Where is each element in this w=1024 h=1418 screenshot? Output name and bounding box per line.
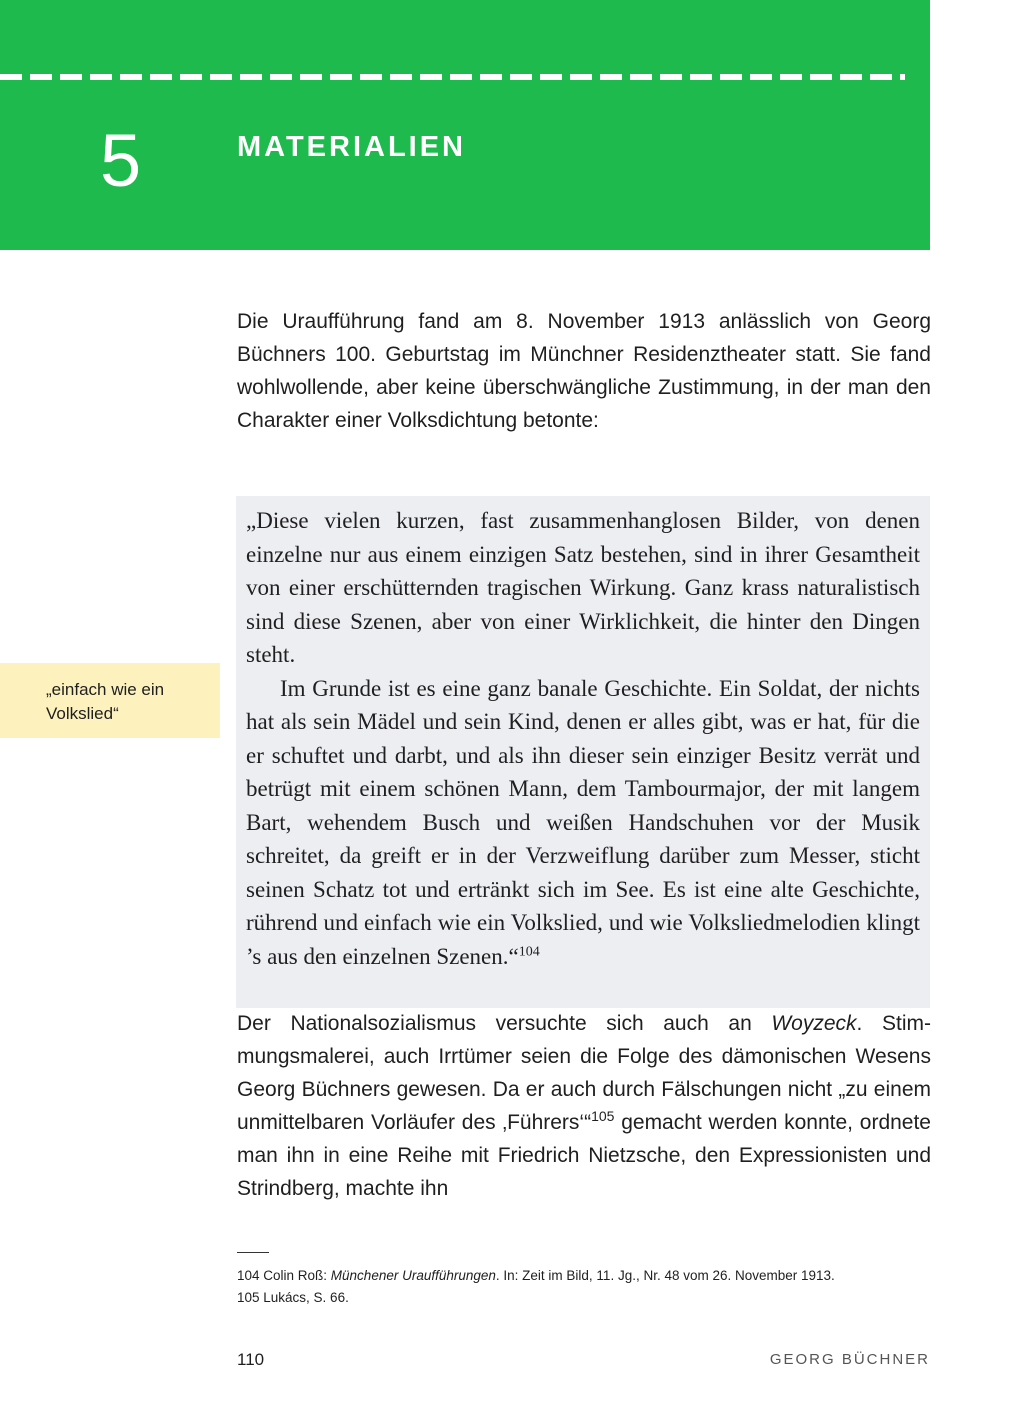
dashed-divider: [0, 74, 905, 80]
paragraph-2-part-2: . Stimmungsmalerei, auch Irrtümer seien die Folge des dämonischen Wesens Georg Büchners gewesen. Da er auch durch Fälschungen nicht „zu einem unmittelbaren Vorläufer des ‚Führers‘“: [237, 1012, 931, 1134]
quote-paragraph-2-text: Im Grunde ist es eine ganz banale Geschichte. Ein Soldat, der nichts hat als sein Mädel und sein Kind, denen er alles gibt, was er hat, für die er schuftet und darbt, und als ihn dieser sein einziger Besitz verrät und betrügt mit einem schönen Mann, dem Tambourmajor, der mit langem Bart, wehendem Busch und weißen Handschuhen vor der Musik schreitet, da greift er in der Verzweiflung darüber zum Messer, sticht seinen Schatz tot und ertränkt sich im See. Es ist eine alte Geschichte, rührend und einfach wie ein Volkslied, und wie Volksliedmelodien klingt ’s aus den einzelnen Szenen.“: [246, 675, 920, 969]
page-number: 110: [237, 1350, 265, 1369]
footnotes: [237, 1265, 937, 1309]
chapter-header: [0, 0, 930, 250]
body-paragraph-2: [237, 1007, 931, 1205]
margin-note: „einfach wie ein Volkslied“: [0, 663, 220, 738]
work-title: Woyzeck: [771, 1012, 857, 1035]
footnote-104: [237, 1265, 937, 1287]
quote-paragraph-1: „Diese vielen kurzen, fast zusammenhanglosen Bilder, von denen einzelne nur aus einem einzigen Satz bestehen, sind in ihrer Gesamtheit von einer erschütternden tragischen Wirkung. Ganz krass naturalistisch sind diese Szenen, aber von einer Wirklichkeit, die hinter den Dingen steht.: [246, 508, 920, 667]
paragraph-2-part-1: Der Nationalsozialismus versuchte sich auch an: [237, 1012, 772, 1035]
footnote-rule: [237, 1252, 269, 1253]
footnote-104-title: Münchener Uraufführungen: [330, 1268, 496, 1283]
footnote-ref-105: 105: [591, 1108, 615, 1124]
footnote-104-prefix: 104 Colin Roß:: [237, 1268, 331, 1283]
quote-block: [236, 496, 930, 1008]
footnote-104-suffix: . In: Zeit im Bild, 11. Jg., Nr. 48 vom 26. November 1913.: [495, 1268, 835, 1283]
running-title: GEORG BÜCHNER: [769, 1351, 930, 1368]
chapter-number: 5: [100, 119, 142, 202]
body-paragraph-1: Die Uraufführung fand am 8. November 1913 anlässlich von Georg Büchners 100. Geburtstag im Münchner Residenztheater statt. Sie fand wohlwollende, aber keine überschwängliche Zustimmung, in der man den Charakter einer Volksdichtung betonte:: [237, 310, 931, 432]
quote-paragraph-2: [246, 672, 920, 974]
footnote-105: 105 Lukács, S. 66.: [237, 1290, 349, 1305]
paragraph-2-part-3: gemacht werden konnte, ordnete man ihn in eine Reihe mit Friedrich Nietzsche, den Expressionisten und Strindberg, machte ihn: [237, 1111, 931, 1200]
chapter-title: MATERIALIEN: [237, 131, 467, 163]
footnote-ref-104: 104: [518, 943, 540, 959]
